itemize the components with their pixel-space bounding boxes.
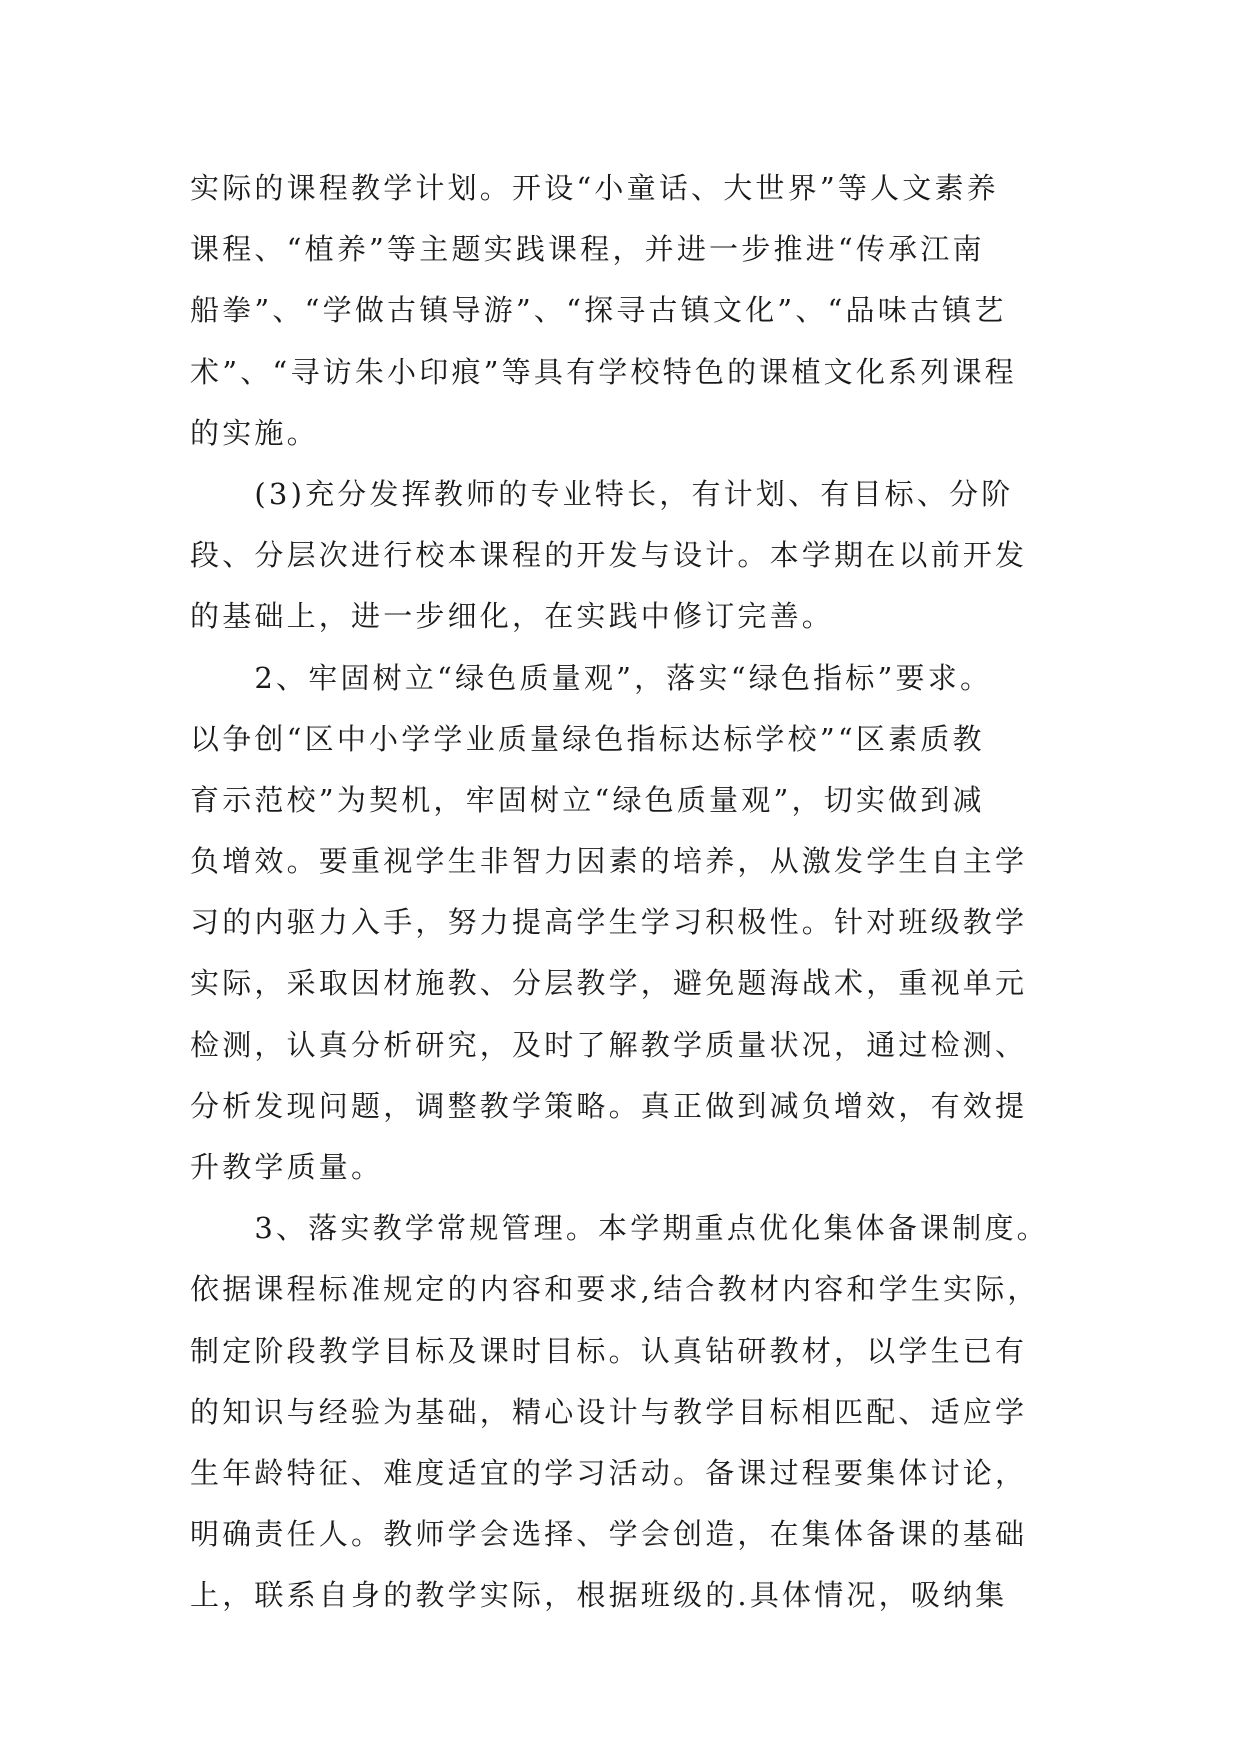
text-line: 课程、“植养”等主题实践课程，并进一步推进“传承江南 <box>190 232 985 267</box>
text-line: 升教学质量。 <box>190 1150 384 1184</box>
text-line: 实际，采取因材施教、分层教学，避免题海战术，重视单元 <box>190 966 1028 1001</box>
text-line: 依据课程标准规定的内容和要求,结合教材内容和学生实际， <box>190 1272 1040 1307</box>
text-line: (3)充分发挥教师的专业特长，有计划、有目标、分阶 <box>190 476 1014 511</box>
text-line: 上，联系自身的教学实际，根据班级的.具体情况，吸纳集 <box>190 1578 1008 1613</box>
body-text <box>190 158 1070 1627</box>
text-line: 段、分层次进行校本课程的开发与设计。本学期在以前开发 <box>190 538 1028 573</box>
text-line: 术”、“寻访朱小印痕”等具有学校特色的课植文化系列课程 <box>190 354 1017 389</box>
text-line: 分析发现问题，调整教学策略。真正做到减负增效，有效提 <box>190 1088 1028 1123</box>
text-line: 习的内驱力入手，努力提高学生学习积极性。针对班级教学 <box>190 905 1028 940</box>
text-line: 船拳”、“学做古镇导游”、“探寻古镇文化”、“品味古镇艺 <box>190 293 1007 328</box>
text-line: 检测，认真分析研究，及时了解教学质量状况，通过检测、 <box>190 1027 1028 1062</box>
text-line: 3、落实教学常规管理。本学期重点优化集体备课制度。 <box>190 1211 1049 1246</box>
text-line: 实际的课程教学计划。开设“小童话、大世界”等人文素养 <box>190 171 999 205</box>
text-line: 的实施。 <box>190 415 319 450</box>
text-line: 明确责任人。教师学会选择、学会创造，在集体备课的基础 <box>190 1517 1028 1552</box>
text-line: 制定阶段教学目标及课时目标。认真钻研教材，以学生已有 <box>190 1333 1028 1368</box>
text-line: 负增效。要重视学生非智力因素的培养，从激发学生自主学 <box>190 844 1028 879</box>
text-line: 育示范校”为契机，牢固树立“绿色质量观”，切实做到减 <box>190 782 985 817</box>
text-line: 2、牢固树立“绿色质量观”，落实“绿色指标”要求。 <box>190 660 993 695</box>
text-line: 生年龄特征、难度适宜的学习活动。备课过程要集体讨论， <box>190 1455 1028 1490</box>
text-line: 的知识与经验为基础，精心设计与教学目标相匹配、适应学 <box>190 1394 1028 1429</box>
text-line: 以争创“区中小学学业质量绿色指标达标学校”“区素质教 <box>190 721 985 756</box>
text-line: 的基础上，进一步细化，在实践中修订完善。 <box>190 599 835 634</box>
